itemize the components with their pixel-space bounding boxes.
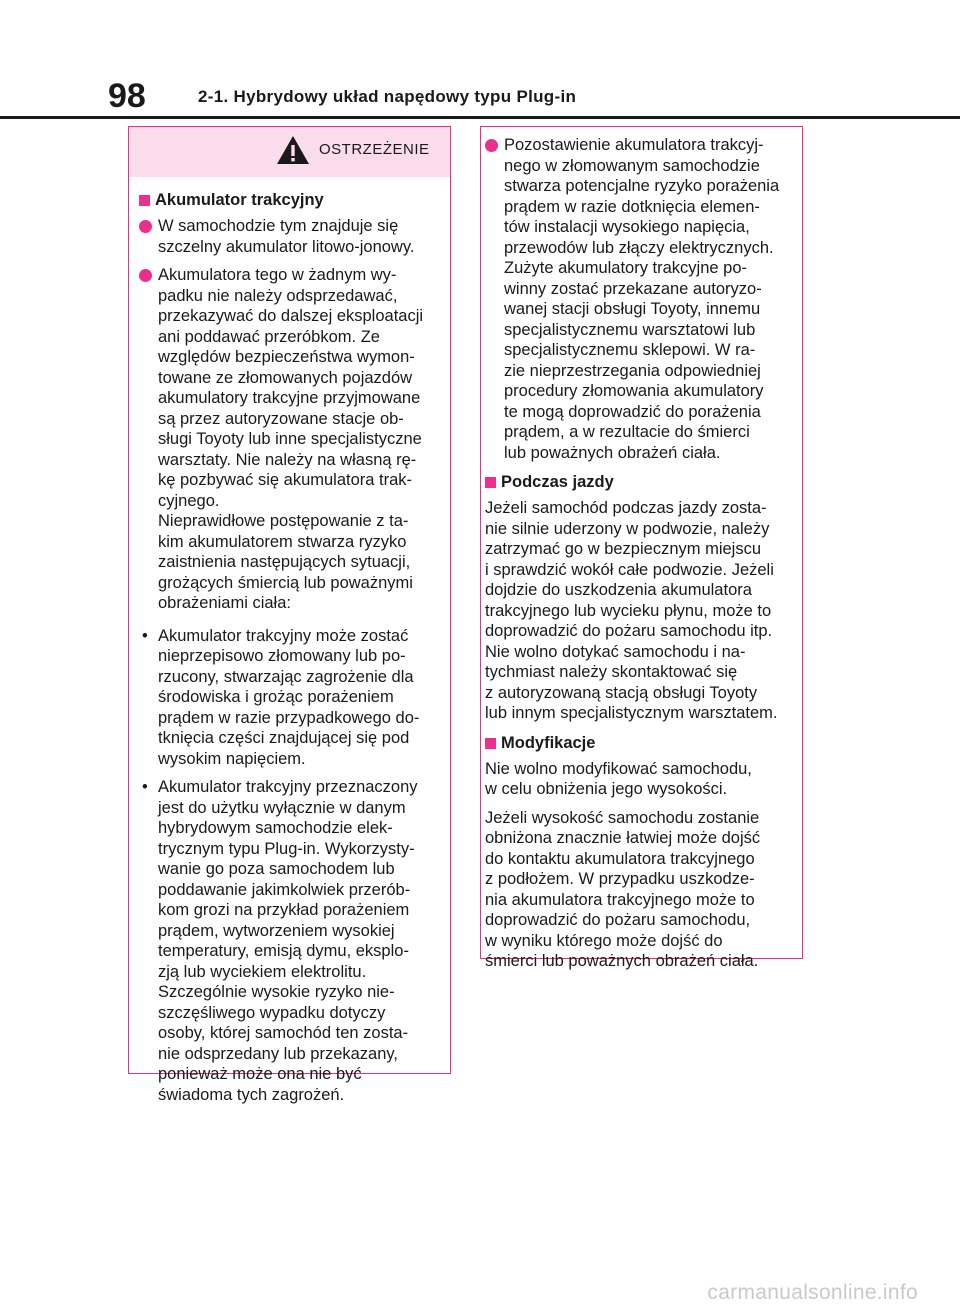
paragraph: Jeżeli samochód podczas jazdy zosta- nie silnie uderzony w podwozie, należy zatrzymać go w bezpiecznym miejscu i sprawdzić wokół całe podwozie. Jeżeli dojdzie do uszkodzenia akumulatora trakcyjnego lub wycieku płynu, może to doprowadzić do pożaru samochodu itp. Nie wolno dotykać samochodu i na- tychmiast należy skontaktować się z autoryzowaną stacją obsługi Toyoty lub innym specjalistycznym warsztatem. bbox=[485, 499, 778, 722]
bullet-text: Akumulator trakcyjny przeznaczony jest do użytku wyłącznie w danym hybrydowym samochodzie elek- trycznym typu Plug-in. Wykorzysty- wanie go poza samochodem lub poddawanie jakimkolwiek przerób- kom grozi na przykład porażeniem prądem, wytworzeniem wysokiej temperatury, emisją dymu, eksplo- zją lub wyciekiem elektrolitu. Szczególnie wysokie ryzyko nie- szczęśliwego wypadku dotyczy osoby, której samochód ten zosta- nie odsprzedany lub przekazany, ponieważ może ona nie być świadoma tych zagrożeń. bbox=[158, 778, 418, 1104]
page-number: 98 bbox=[108, 77, 146, 115]
warning-title: OSTRZEŻENIE bbox=[319, 141, 430, 158]
bullet-item bbox=[139, 777, 444, 1105]
dot-text: W samochodzie tym znajduje się szczelny akumulator litowo-jonowy. bbox=[158, 217, 415, 256]
bullet-icon: • bbox=[142, 626, 148, 645]
watermark: carmanualsonline.info bbox=[707, 1281, 918, 1304]
bullet-item bbox=[139, 626, 444, 770]
square-bullet-icon bbox=[485, 738, 496, 749]
dot-item bbox=[485, 135, 798, 463]
heading-text: Podczas jazdy bbox=[501, 473, 614, 491]
circle-bullet-icon bbox=[485, 139, 498, 152]
section-heading bbox=[139, 191, 444, 210]
header-rule bbox=[0, 116, 960, 119]
circle-bullet-icon bbox=[139, 220, 152, 233]
warning-title-bar bbox=[129, 127, 450, 177]
paragraph: Jeżeli wysokość samochodu zostanie obniżona znacznie łatwiej może dojść do kontaktu akumulatora trakcyjnego z podłożem. W przypadku uszkodze- nia akumulatora trakcyjnego może to doprowadzić do pożaru samochodu, w wyniku którego może dojść do śmierci lub poważnych obrażeń ciała. bbox=[485, 808, 761, 970]
warning-right-content bbox=[481, 127, 802, 972]
warning-left-content bbox=[129, 177, 450, 1105]
bullet-text: Akumulator trakcyjny może zostać nieprzepisowo złomowany lub po- rzucony, stwarzając zagrożenie dla środowiska i grożąc porażeniem prądem w razie przypadkowego do- tknięcia części znajdującej się pod wysokim napięciem. bbox=[158, 626, 420, 768]
square-bullet-icon bbox=[139, 195, 150, 206]
warning-box-left bbox=[128, 126, 451, 1104]
heading-text: Modyfikacje bbox=[501, 733, 596, 752]
square-bullet-icon bbox=[485, 477, 496, 488]
warning-triangle-icon bbox=[276, 135, 310, 165]
paragraph: Nie wolno modyfikować samochodu, w celu obniżenia jego wysokości. bbox=[485, 759, 752, 798]
dot-item bbox=[139, 265, 444, 511]
heading-text: Akumulator trakcyjny bbox=[155, 191, 324, 209]
section-title: 2-1. Hybrydowy układ napędowy typu Plug-in bbox=[198, 87, 577, 106]
bullet-icon: • bbox=[142, 778, 148, 796]
section-heading bbox=[485, 473, 798, 492]
dot-item bbox=[139, 216, 444, 257]
dot-text: Akumulatora tego w żadnym wy- padku nie należy odsprzedawać, przekazywać do dalszej eksploatacji ani poddawać przeróbkom. Ze względów bezpieczeństwa wymon- towane ze złomowanych pojazdów akumulatory trakcyjne przyjmowane są przez autoryzowane stacje ob- sługi Toyoty lub inne specjalistyczne warsztaty. Nie należy na własną rę- kę pozbywać się akumulatora trak- cyjnego. bbox=[158, 266, 424, 510]
warning-box-right bbox=[480, 126, 803, 970]
dot-continuation: Nieprawidłowe postępowanie z ta- kim akumulatorem stwarza ryzyko zaistnienia następujących sytuacji, grożących śmiercią lub poważnymi obrażeniami ciała: bbox=[158, 512, 413, 612]
dot-text: Pozostawienie akumulatora trakcyj- nego w złomowanym samochodzie stwarza potencjalne ryzyko porażenia prądem w razie dotknięcia elemen- tów instalacji wysokiego napięcia, przewodów lub złączy elektrycznych. Zużyte akumulatory trakcyjne po- winny zostać przekazane autoryzo- wanej stacji obsługi Toyoty, innemu specjalistycznemu warsztatowi lub specjalistycznemu sklepowi. W ra- zie nieprzestrzegania odpowiedniej procedury złomowania akumulatory te mogą doprowadzić do porażenia prądem, a w rezultacie do śmierci lub poważnych obrażeń ciała. bbox=[504, 136, 780, 462]
section-heading bbox=[485, 734, 798, 753]
circle-bullet-icon bbox=[139, 269, 152, 282]
